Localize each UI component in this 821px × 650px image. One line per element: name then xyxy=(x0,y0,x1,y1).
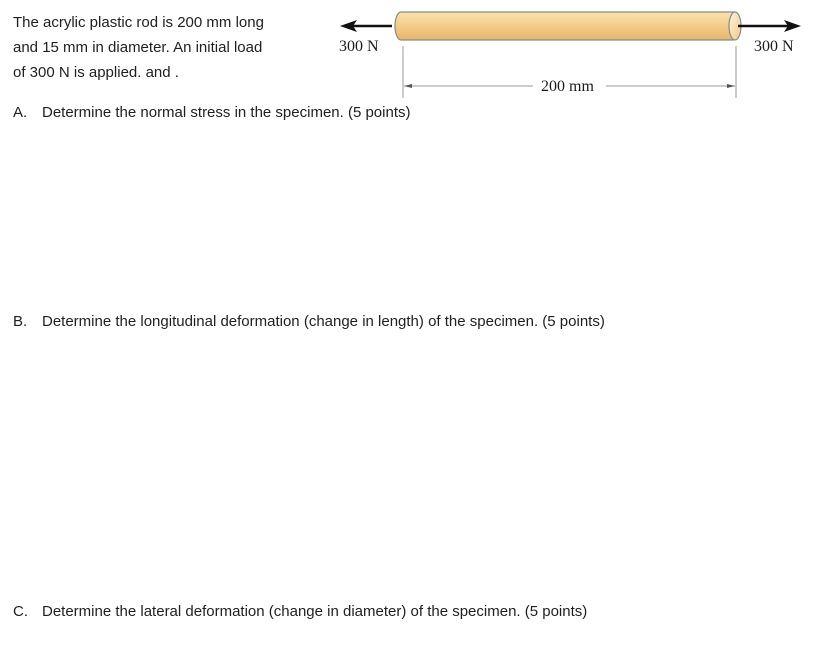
problem-line-3: of 300 N is applied. and . xyxy=(13,64,179,81)
question-a-text: Determine the normal stress in the specimen. (5 points) xyxy=(42,104,411,121)
rod-figure xyxy=(0,0,821,120)
question-c-text: Determine the lateral deformation (change in diameter) of the specimen. (5 points) xyxy=(42,603,588,620)
length-label: 200 mm xyxy=(541,78,594,95)
right-load-label: 300 N xyxy=(754,38,794,55)
question-b-text: Determine the longitudinal deformation (change in length) of the specimen. (5 points) xyxy=(42,313,605,330)
acrylic-rod xyxy=(395,12,741,40)
question-c xyxy=(13,603,587,620)
question-a xyxy=(13,104,411,121)
question-b xyxy=(13,313,605,330)
question-a-letter: A. xyxy=(13,104,28,121)
left-load-arrow xyxy=(340,20,392,32)
question-c-letter: C. xyxy=(13,603,28,620)
right-load-arrow xyxy=(738,20,801,32)
left-load-label: 300 N xyxy=(339,38,379,55)
problem-line-2: and 15 mm in diameter. An initial load xyxy=(13,39,263,56)
question-b-letter: B. xyxy=(13,313,28,330)
problem-line-1: The acrylic plastic rod is 200 mm long xyxy=(13,14,264,31)
